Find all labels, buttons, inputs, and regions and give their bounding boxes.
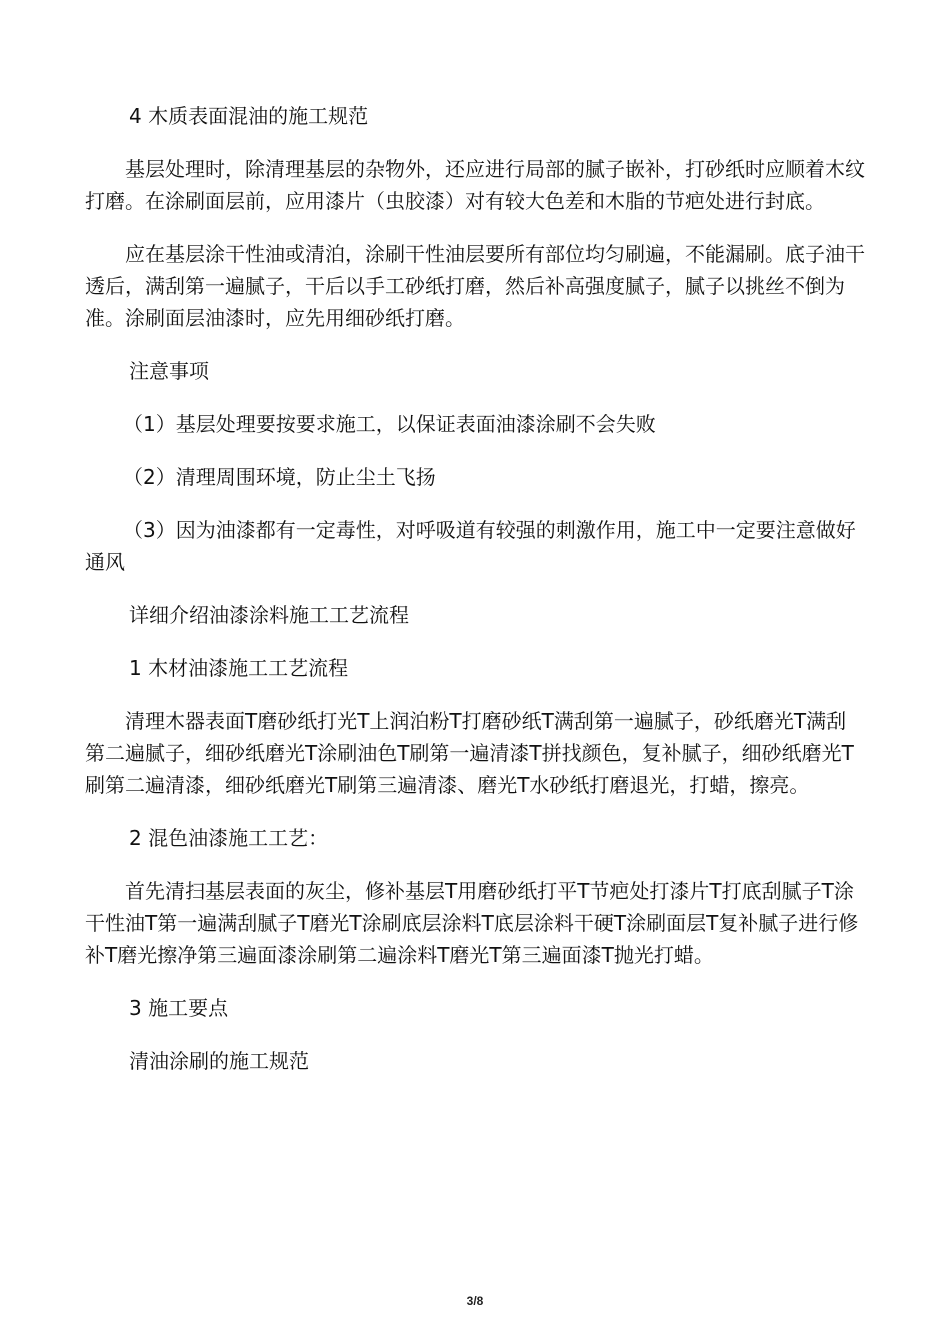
note-item-3: （3）因为油漆都有一定毒性，对呼吸道有较强的刺激作用，施工中一定要注意做好通风	[85, 518, 856, 574]
section-heading-mixed-color: 2 混色油漆施工工艺：	[129, 826, 329, 850]
section-heading-clear-oil: 清油涂刷的施工规范	[129, 1049, 309, 1073]
page-number: 3/8	[466, 1294, 484, 1308]
paragraph-mixed-color: 首先清扫基层表面的灰尘，修补基层T用磨砂纸打平T节疤处打漆片T打底刮腻子T涂干性油T第一遍满刮腻子T磨光T涂刷底层涂料T底层涂料干硬T涂刷面层T复补腻子进行修补T磨光擦净第三遍面漆涂刷第二遍涂料T磨光T第三遍面漆T抛光打蜡。	[85, 879, 859, 967]
paragraph-wood-process: 清理木器表面T磨砂纸打光T上润泊粉T打磨砂纸T满刮第一遍腻子，砂纸磨光T满刮第二遍腻子，细砂纸磨光T涂刷油色T刷第一遍清漆T拼找颜色，复补腻子，细砂纸磨光T刷第二遍清漆，细砂纸磨光T刷第三遍清漆、磨光T水砂纸打磨退光，打蜡，擦亮。	[85, 709, 854, 797]
section-heading-mixed-oil: 4 木质表面混油的施工规范	[129, 104, 369, 128]
paragraph-base-treatment: 基层处理时，除清理基层的杂物外，还应进行局部的腻子嵌补，打砂纸时应顺着木纹打磨。在涂刷面层前，应用漆片（虫胶漆）对有较大色差和木脂的节疤处进行封底。	[85, 157, 865, 213]
note-item-2: （2）清理周围环境，防止尘土飞扬	[123, 465, 436, 489]
section-heading-wood-process: 1 木材油漆施工工艺流程	[129, 656, 349, 680]
section-heading-key-points: 3 施工要点	[129, 996, 229, 1020]
document-body	[85, 100, 865, 1098]
note-item-1: （1）基层处理要按要求施工，以保证表面油漆涂刷不会失败	[123, 412, 656, 436]
paragraph-dry-oil: 应在基层涂干性油或清泊，涂刷干性油层要所有部位均匀刷遍，不能漏刷。底子油干透后，满刮第一遍腻子，干后以手工砂纸打磨，然后补高强度腻子，腻子以挑丝不倒为准。涂刷面层油漆时，应先用细砂纸打磨。	[85, 242, 865, 330]
section-heading-process: 详细介绍油漆涂料施工工艺流程	[129, 603, 409, 627]
section-heading-notes: 注意事项	[129, 359, 209, 383]
